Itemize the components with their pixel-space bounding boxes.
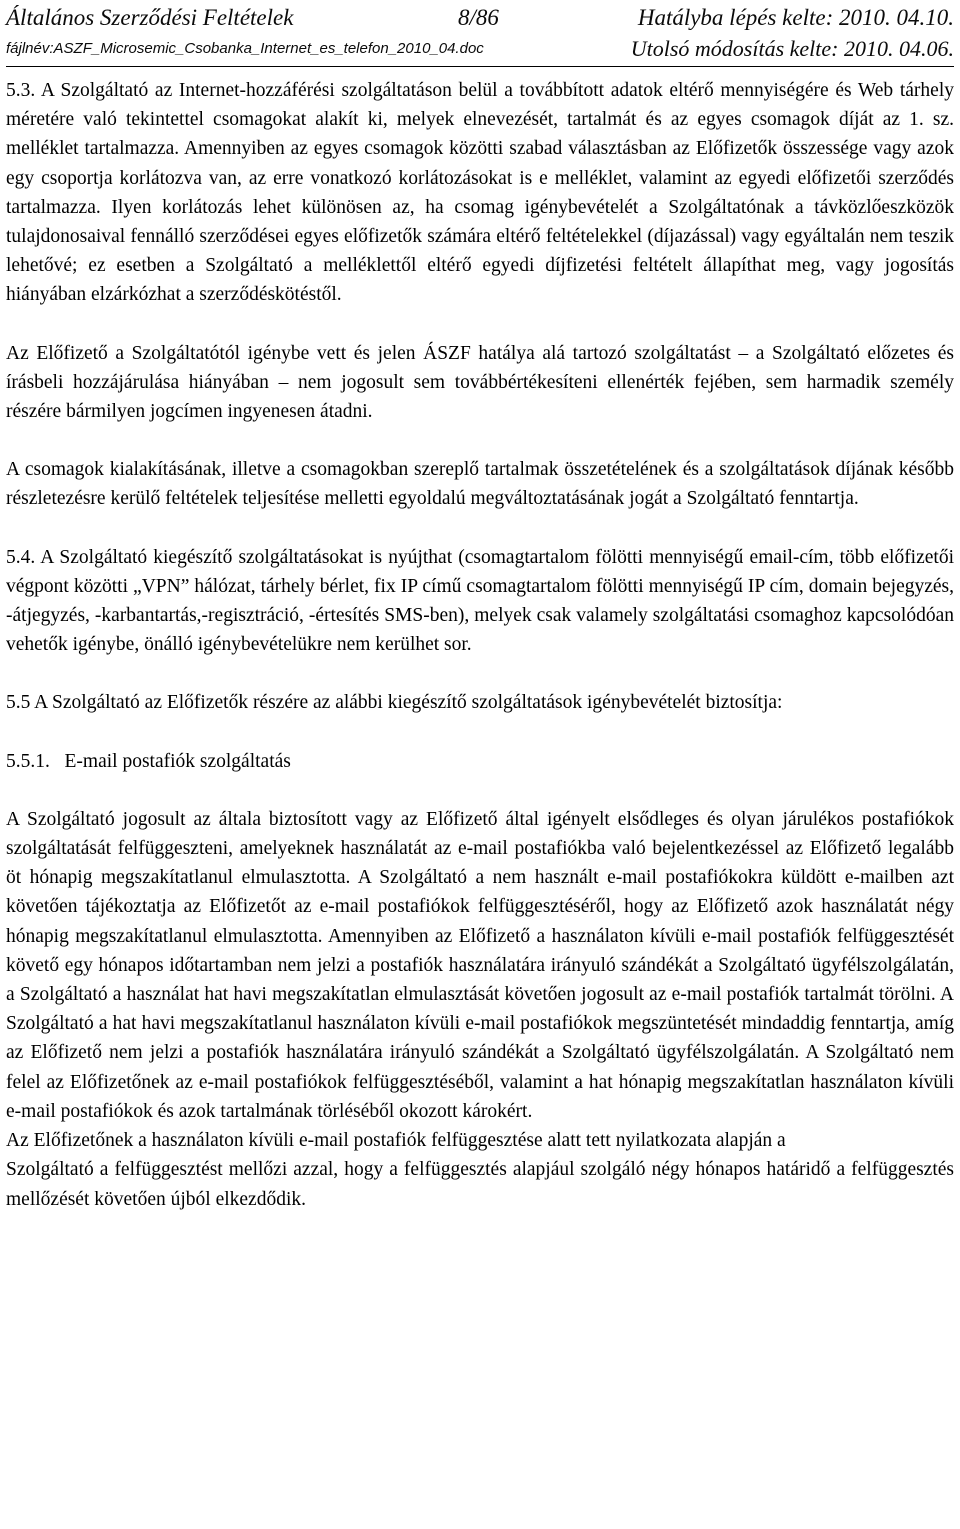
paragraph-resale-restriction: Az Előfizető a Szolgáltatótól igénybe vett és jelen ÁSZF hatálya alá tartozó szolgáltatást – a Szolgáltató előzetes és írásbeli hozzájárulása hiányában – nem jogosult sem továbbértékesíteni ellenérték fejében, sem harmadik személy részére bármilyen jogcímen ingyenesen átadni. — [6, 342, 954, 423]
paragraph-5-3: 5.3. A Szolgáltató az Internet-hozzáférési szolgáltatáson belül a továbbított adatok eltérő mennyiségére és Web tárhely méretére való tekintettel csomagokat alakít ki, melyek elnevezését, tartalmát és az egyes csomagok díját az 1. sz. melléklet tartalmazza. Amennyiben az egyes csomagok közötti szabad választásban az Előfizetők összessége vagy azok egy csoportja korlátozva van, az erre vonatkozó korlátozásokat is e melléklet, valamint az egyedi előfizetői szerződés tartalmazza. Ilyen korlátozás lehet különösen az, ha csomag igénybevételét a Szolgáltatónak a távközlőeszközök tulajdonosaival fennálló szerződései egyes előfizetők számára eltérő feltételekkel (díjazással) vagy egyáltalán nem teszik lehetővé; ez esetben a Szolgáltató a melléklettől eltérő egyedi díjfizetési feltételt állapíthat meg, vagy jogosítás hiányában elzárkózhat a szerződéskötéstől. — [6, 80, 954, 306]
file-name: fájlnév:ASZF_Microsemic_Csobanka_Internet_es_telefon_2010_04.doc — [6, 40, 484, 57]
paragraph-subscriber-statement: Az Előfizetőnek a használaton kívüli e-mail postafiók felfüggesztése alatt tett nyilatkozata alapján a — [6, 1130, 786, 1152]
paragraph-package-changes: A csomagok kialakításának, illetve a csomagokban szereplő tartalmak összetételének és a szolgáltatások díjának később részletezésre kerülő feltételek teljesítése melletti egyoldalú megváltoztatásának jogát a Szolgáltató fenntartja. — [6, 459, 954, 510]
document-body — [6, 76, 954, 1214]
section-title: E-mail postafiók szolgáltatás — [64, 750, 291, 772]
document-title: Általános Szerződési Feltételek — [6, 5, 294, 30]
paragraph-mailbox-suspension: A Szolgáltató jogosult az általa biztosított vagy az Előfizető által igényelt elsődleges és olyan járulékos postafiókok szolgáltatását felfüggeszteni, amelyeknek használatát az e-mail postafiókba való bejelentkezéssel az Előfizető legalább öt hónapig megszakítatlanul elmulasztotta. A Szolgáltató a nem használt e-mail postafiókokra küldött e-mailben azt követően tájékoztatja az Előfizetőt az e-mail postafiókok felfüggesztéséről, hogy az Előfizető azok használatát négy hónapig megszakítatlanul elmulasztotta. Amennyiben az Előfizető a használaton kívüli e-mail postafiók felfüggesztését követő egy hónapos időtartamban nem jelzi a postafiók használatára irányuló szándékát a Szolgáltató ügyfélszolgálatán, a Szolgáltató a használat hat havi megszakítatlan elmulasztását követően jogosult az e-mail postafiók tartalmát törölni. A Szolgáltató a hat havi megszakítatlanul használaton kívüli e-mail postafiókok megszüntetését mindaddig fenntartja, amíg az Előfizető nem jelzi a postafiók használatára irányuló szándékát a Szolgáltató ügyfélszolgálatán. A Szolgáltató nem felel az Előfizetőnek az e-mail postafiókok felfüggesztéséből, valamint a hat hónapig megszakítatlan használaton kívüli e-mail postafiókok és azok tartalmának törléséből okozott károkért. — [6, 808, 954, 1122]
section-number: 5.5.1. — [6, 750, 50, 772]
last-modified-date: Utolsó módosítás kelte: 2010. 04.06. — [630, 36, 954, 61]
header-divider — [6, 66, 954, 67]
page-header-top — [6, 3, 954, 33]
section-heading-5-5-1 — [6, 747, 954, 776]
paragraph-suspension-waiver: Szolgáltató a felfüggesztést mellőzi azzal, hogy a felfüggesztés alapjául szolgáló négy hónapos határidő a felfüggesztés mellőzését követően újból elkezdődik. — [6, 1159, 954, 1210]
effective-date: Hatályba lépés kelte: 2010. 04.10. — [637, 5, 954, 30]
paragraph-5-5: 5.5 A Szolgáltató az Előfizetők részére az alábbi kiegészítő szolgáltatások igénybevételét biztosítja: — [6, 692, 783, 714]
page-number: 8/86 — [458, 5, 499, 30]
page-header-bottom — [6, 36, 954, 62]
paragraph-5-4: 5.4. A Szolgáltató kiegészítő szolgáltatásokat is nyújthat (csomagtartalom fölötti mennyiségű email-cím, több előfizetői végpont közötti „VPN” hálózat, tárhely bérlet, fix IP című csomagtartalom fölötti mennyiségű IP cím, domain bejegyzés, -átjegyzés, -karbantartás,-regisztráció, -értesítés SMS-ben), melyek csak valamely szolgáltatási csomaghoz kapcsolódóan vehetők igénybe, önálló igénybevételükre nem kerülhet sor. — [6, 546, 954, 656]
